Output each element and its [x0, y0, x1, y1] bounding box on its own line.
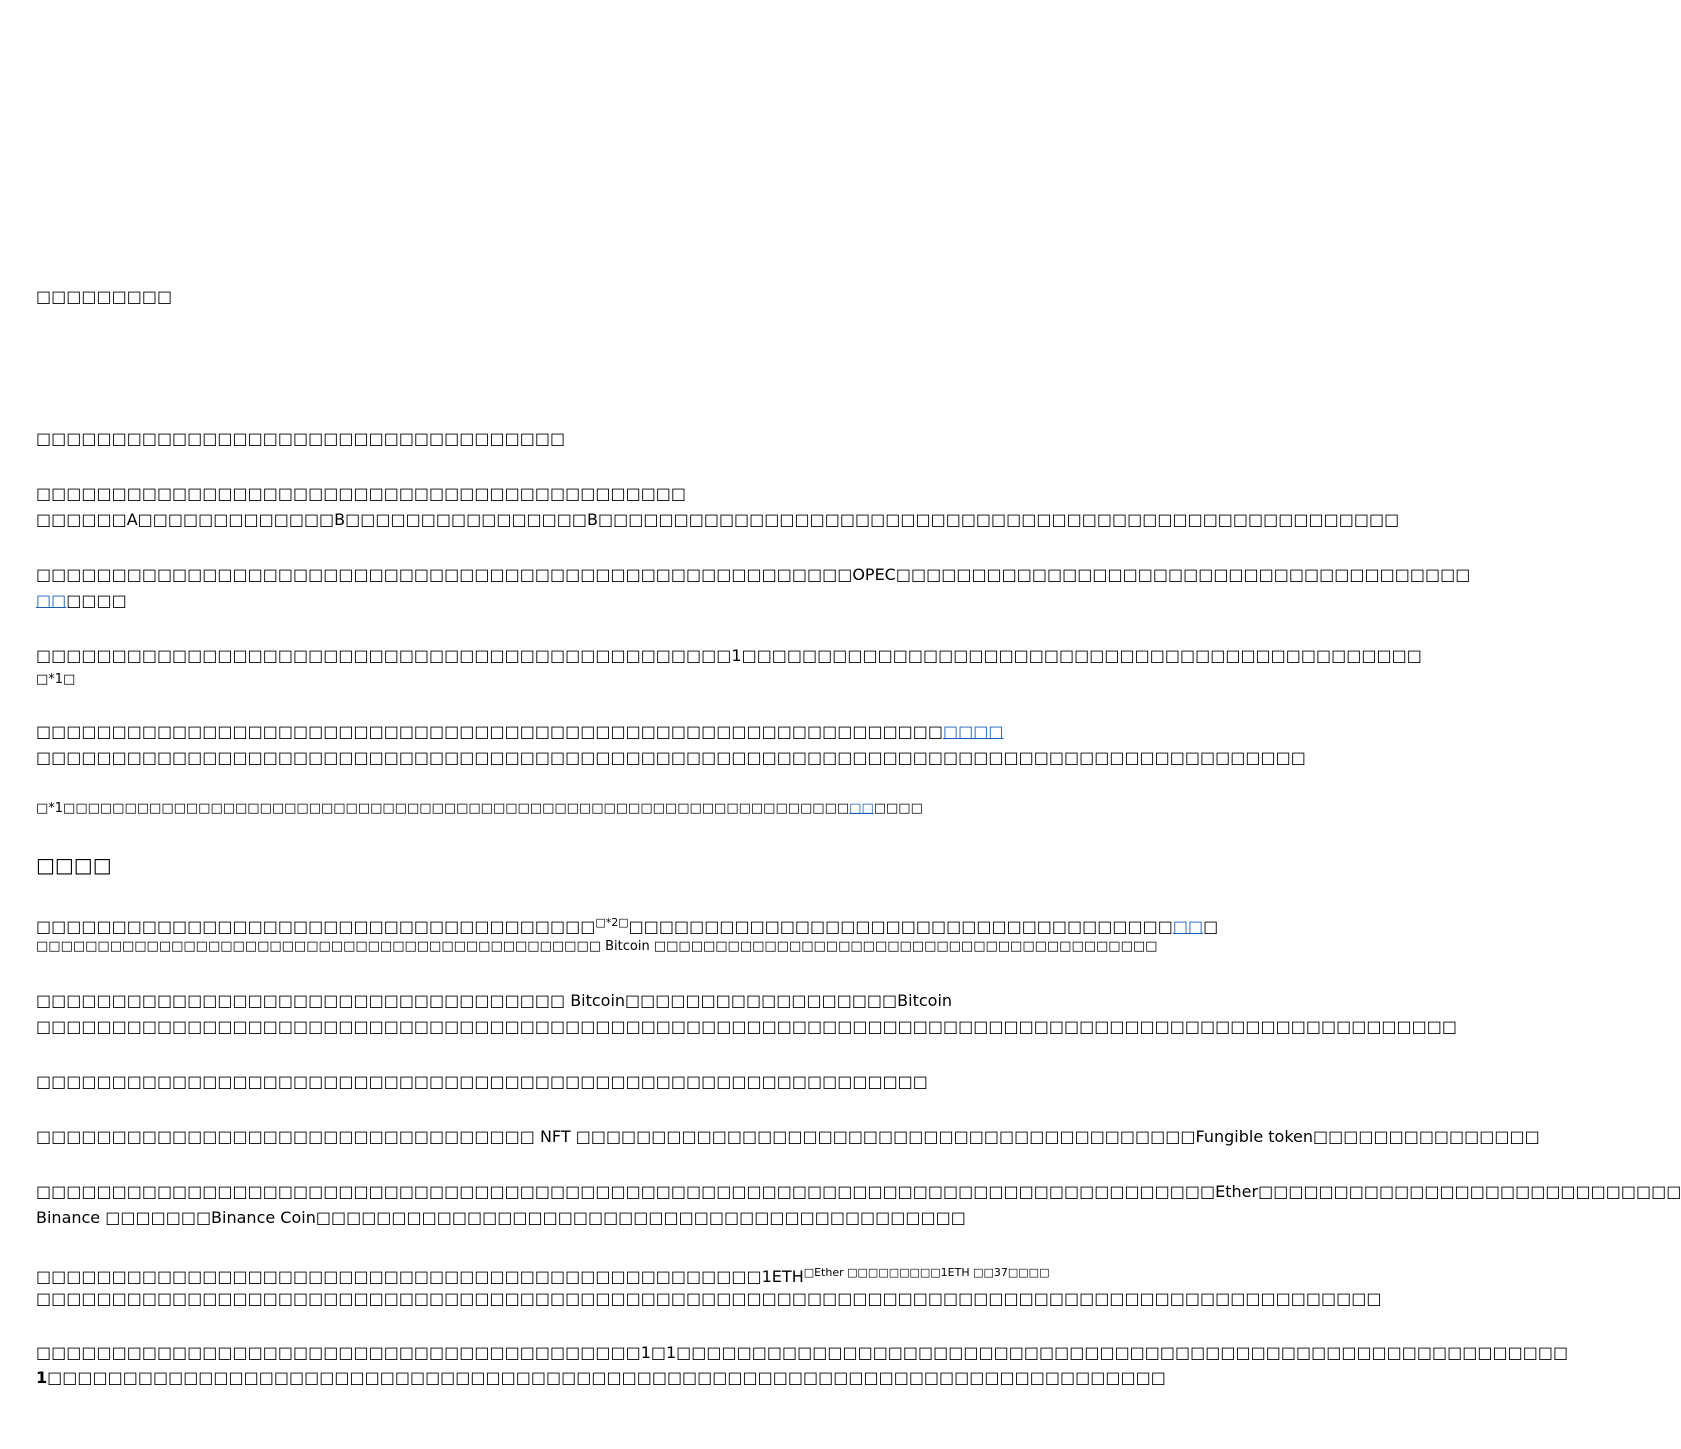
footnote-1	[36, 800, 990, 818]
section-heading: □□□□	[36, 853, 112, 877]
section-paragraph-1-line-2: □□□□□□□□□□□□□□□□□□□□□□□□□□□□□□□□□□□□□□□□□□□□□□ Bitcoin □□□□□□□□□□□□□□□□□□□□□□□□□□□□□□□□□□□□□□□□□	[36, 939, 1158, 954]
paragraph-3-line-2	[36, 590, 990, 612]
paragraph-2-line-1: □□□□□□□□□□□□□□□□□□□□□□□□□□□□□□□□□□□□□□□□□□□	[36, 484, 687, 503]
paragraph-3-tail: □□□□	[66, 591, 127, 610]
section-paragraph-5-line-2: Binance □□□□□□□Binance Coin□□□□□□□□□□□□□□□□□□□□□□□□□□□□□□□□□□□□□□□□□□□	[36, 1208, 966, 1227]
section-paragraph-3: □□□□□□□□□□□□□□□□□□□□□□□□□□□□□□□□□□□□□□□□□□□□□□□□□□□□□□□□□□□	[36, 1072, 928, 1091]
section-paragraph-1-end: □	[1203, 917, 1219, 936]
footnote-ref-1: □*1□	[36, 672, 76, 687]
section-paragraph-1-mid: □□□□□□□□□□□□□□□□□□□□□□□□□□□□□□□□□□□□	[628, 917, 1173, 936]
section-paragraph-5-line-1: □□□□□□□□□□□□□□□□□□□□□□□□□□□□□□□□□□□□□□□□□□□□□□□□□□□□□□□□□□□□□□□□□□□□□□□□□□□□□□Ether□□□□□□□□□□□□□□□□□□□□□□□□□□□□	[36, 1182, 1681, 1201]
section-paragraph-6-superscript: □Ether □□□□□□□□□1ETH □□37□□□□	[803, 1266, 1050, 1279]
paragraph-3-link[interactable]: □□	[36, 591, 67, 610]
section-paragraph-2-line-2: □□□□□□□□□□□□□□□□□□□□□□□□□□□□□□□□□□□□□□□□□□□□□□□□□□□□□□□□□□□□□□□□□□□□□□□□□□□□□□□□□□□□□□□□□□□□□□	[36, 1017, 1458, 1036]
paragraph-3-line-1: □□□□□□□□□□□□□□□□□□□□□□□□□□□□□□□□□□□□□□□□□□□□□□□□□□□□□□OPEC□□□□□□□□□□□□□□□□□□□□□□□□□□□□□□□□□□□□□□	[36, 565, 1471, 584]
paragraph-5-line-2: □□□□□□□□□□□□□□□□□□□□□□□□□□□□□□□□□□□□□□□□□□□□□□□□□□□□□□□□□□□□□□□□□□□□□□□□□□□□□□□□□□□□	[36, 748, 1306, 767]
paragraph-5-text: □□□□□□□□□□□□□□□□□□□□□□□□□□□□□□□□□□□□□□□□□□□□□□□□□□□□□□□□□□□□	[36, 722, 944, 741]
paragraph-2-line-2: □□□□□□A□□□□□□□□□□□□□B□□□□□□□□□□□□□□□□B□□□□□□□□□□□□□□□□□□□□□□□□□□□□□□□□□□□□□□□□□□□□□□□□□□□□□	[36, 510, 1400, 529]
footnote-1-text: □*1□□□□□□□□□□□□□□□□□□□□□□□□□□□□□□□□□□□□□□□□□□□□□□□□□□□□□□□□□□□□□□□□	[36, 801, 850, 816]
section-paragraph-1-text: □□□□□□□□□□□□□□□□□□□□□□□□□□□□□□□□□□□□□	[36, 917, 596, 936]
footnote-1-tail: □□□□	[873, 801, 923, 816]
footnote-ref-2: □*2□	[595, 916, 629, 929]
paragraph-4-line-1: □□□□□□□□□□□□□□□□□□□□□□□□□□□□□□□□□□□□□□□□□□□□□□1□□□□□□□□□□□□□□□□□□□□□□□□□□□□□□□□□□□□□□□□□□□□□	[36, 646, 1422, 665]
section-paragraph-4: □□□□□□□□□□□□□□□□□□□□□□□□□□□□□□□□□ NFT □□□□□□□□□□□□□□□□□□□□□□□□□□□□□□□□□□□□□□□□□Fungible token□□□□□□□□□□□□□□□	[36, 1127, 1540, 1146]
section-paragraph-1-link[interactable]: □□	[1172, 917, 1204, 936]
section-paragraph-7-line-1: □□□□□□□□□□□□□□□□□□□□□□□□□□□□□□□□□□□□□□□□1□1□□□□□□□□□□□□□□□□□□□□□□□□□□□□□□□□□□□□□□□□□□□□□□□□□□□□□□□□□□□	[36, 1343, 1569, 1362]
section-paragraph-6-text: □□□□□□□□□□□□□□□□□□□□□□□□□□□□□□□□□□□□□□□□□□□□□□□□1ETH	[36, 1267, 804, 1286]
section-paragraph-2-line-1: □□□□□□□□□□□□□□□□□□□□□□□□□□□□□□□□□□□ Bitcoin□□□□□□□□□□□□□□□□□□Bitcoin	[36, 991, 953, 1010]
section-paragraph-7-line-2: 1□□□□□□□□□□□□□□□□□□□□□□□□□□□□□□□□□□□□□□□□□□□□□□□□□□□□□□□□□□□□□□□□□□□□□□□□□□	[36, 1368, 1166, 1387]
paragraph-5-link[interactable]: □□□□	[943, 722, 1004, 741]
section-paragraph-1-line-1	[36, 912, 1219, 938]
document-title: □□□□□□□□□	[36, 287, 173, 306]
footnote-1-link[interactable]: □□	[849, 801, 874, 816]
section-paragraph-6-line-2: □□□□□□□□□□□□□□□□□□□□□□□□□□□□□□□□□□□□□□□□□□□□□□□□□□□□□□□□□□□□□□□□□□□□□□□□□□□□□□□□□□□□□□□□□	[36, 1289, 1382, 1308]
paragraph-5-line-1	[36, 721, 1004, 743]
paragraph-1: □□□□□□□□□□□□□□□□□□□□□□□□□□□□□□□□□□□	[36, 429, 566, 448]
section-paragraph-6-line-1	[36, 1262, 1050, 1288]
